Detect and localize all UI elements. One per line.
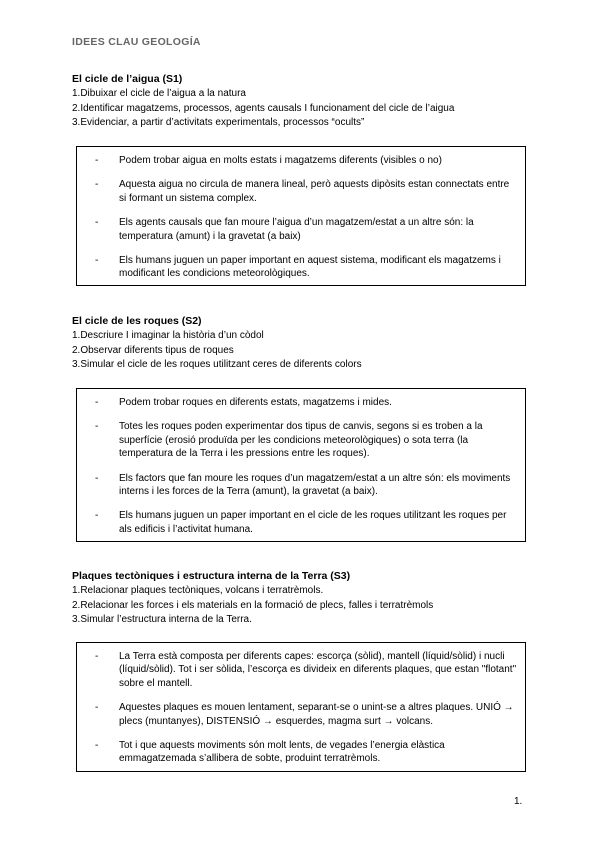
bullet-marker: - xyxy=(95,702,99,714)
section-heading: Plaques tectòniques i estructura interna de la Terra (S3) xyxy=(72,570,351,582)
key-idea-text: Aquestes plaques es mouen lentament, separant-se o unint-se a altres plaques. UNIÓ → plecs (muntanyes), DISTENSIÓ → esquerdes, magma surt → volcans. xyxy=(119,702,514,727)
objective-item: 1.Relacionar plaques tectòniques, volcans i terratrèmols. xyxy=(72,585,324,596)
section-rock-cycle xyxy=(72,314,528,373)
key-idea-item xyxy=(85,701,517,728)
objective-item: 1.Descriure I imaginar la història d’un còdol xyxy=(72,330,264,341)
objective-item: 2.Identificar magatzems, processos, agents causals I funcionament del cicle de l’aigua xyxy=(72,102,455,114)
bullet-marker: - xyxy=(95,179,99,191)
key-idea-text: Els humans juguen un paper important en el cicle de les roques utilitzant les roques per als edificis i l’activitat humana. xyxy=(119,510,507,535)
objective-item: 2.Observar diferents tipus de roques xyxy=(72,344,234,356)
section-heading: El cicle de l’aigua (S1) xyxy=(72,73,183,85)
bullet-marker: - xyxy=(95,155,99,166)
key-ideas-list xyxy=(85,650,517,766)
objective-item: 2.Relacionar les forces i els materials en la formació de plecs, falles i terratrèmols xyxy=(72,599,434,611)
objective-item: 1.Dibuixar el cicle de l’aigua a la natura xyxy=(72,88,246,99)
key-idea-text: Els factors que fan moure les roques d’un magatzem/estat a un altre són: els moviments interns i les forces de la Terra (amunt), la gravetat (a baix). xyxy=(119,472,511,498)
key-ideas-box-rock-cycle xyxy=(76,388,526,542)
bullet-marker: - xyxy=(95,651,99,662)
key-idea-text: Totes les roques poden experimentar dos tipus de canvis, segons si es troben a la superfície (erosió produïda per les condicions meteorològiques) o sota terra (la temperatura de la Terra i les pressions entre les roques). xyxy=(119,421,483,460)
key-ideas-box-plate-tectonics xyxy=(76,642,526,772)
key-idea-item xyxy=(85,420,517,460)
bullet-marker: - xyxy=(95,421,99,433)
key-idea-text: Els agents causals que fan moure l’aigua d’un magatzem/estat a un altre són: la temperatura (amunt) i la gravetat (a baix) xyxy=(119,217,474,242)
key-idea-item xyxy=(85,650,517,690)
key-ideas-list xyxy=(85,154,517,281)
objective-item: 3.Simular el cicle de les roques utilitzant ceres de diferents colors xyxy=(72,359,362,371)
section-water-cycle xyxy=(72,72,528,131)
key-idea-text: Tot i que aquests moviments són molt lents, de vegades l’energia elàstica emmagatzemada s’allibera de sobte, produint terratrèmols. xyxy=(119,740,445,765)
bullet-marker: - xyxy=(95,217,99,229)
key-idea-item xyxy=(85,509,517,536)
key-idea-item xyxy=(85,254,517,281)
bullet-marker: - xyxy=(95,472,99,484)
bullet-marker: - xyxy=(95,510,99,522)
bullet-marker: - xyxy=(95,740,99,752)
key-idea-item xyxy=(85,472,517,499)
key-idea-item xyxy=(85,154,517,167)
key-idea-text: Aquesta aigua no circula de manera lineal, però aquests dipòsits estan connectats entre si formant un sistema complex. xyxy=(119,179,510,204)
key-idea-item xyxy=(85,216,517,243)
section-plate-tectonics xyxy=(72,569,528,628)
objectives-list xyxy=(72,584,528,628)
document-title: IDEES CLAU GEOLOGÍA xyxy=(72,36,201,48)
key-idea-item xyxy=(85,396,517,409)
key-idea-text: Podem trobar aigua en molts estats i magatzems diferents (visibles o no) xyxy=(119,155,442,166)
objectives-list xyxy=(72,329,528,373)
key-idea-text: La Terra està composta per diferents capes: escorça (sòlid), mantell (líquid/sòlid) i nucli (líquid/sòlid). Tot i ser sòlida, l’escorça es divideix en diferents plaques, que estan "flotant" sobre el mantell. xyxy=(119,651,517,689)
objective-item: 3.Simular l’estructura interna de la Terra. xyxy=(72,614,252,626)
objective-item: 3.Evidenciar, a partir d’activitats experimentals, processos “ocults” xyxy=(72,117,365,129)
bullet-marker: - xyxy=(95,255,99,267)
bullet-marker: - xyxy=(95,397,99,408)
key-ideas-box-water-cycle xyxy=(76,146,526,286)
key-idea-text: Podem trobar roques en diferents estats, magatzems i mides. xyxy=(119,397,392,408)
key-idea-item xyxy=(85,178,517,205)
key-idea-item xyxy=(85,739,517,766)
objectives-list xyxy=(72,87,528,131)
page-number: 1. xyxy=(514,796,523,807)
key-ideas-list xyxy=(85,396,517,536)
section-heading: El cicle de les roques (S2) xyxy=(72,315,202,327)
key-idea-text: Els humans juguen un paper important en aquest sistema, modificant els magatzems i modificant les condicions meteorològiques. xyxy=(119,255,501,280)
